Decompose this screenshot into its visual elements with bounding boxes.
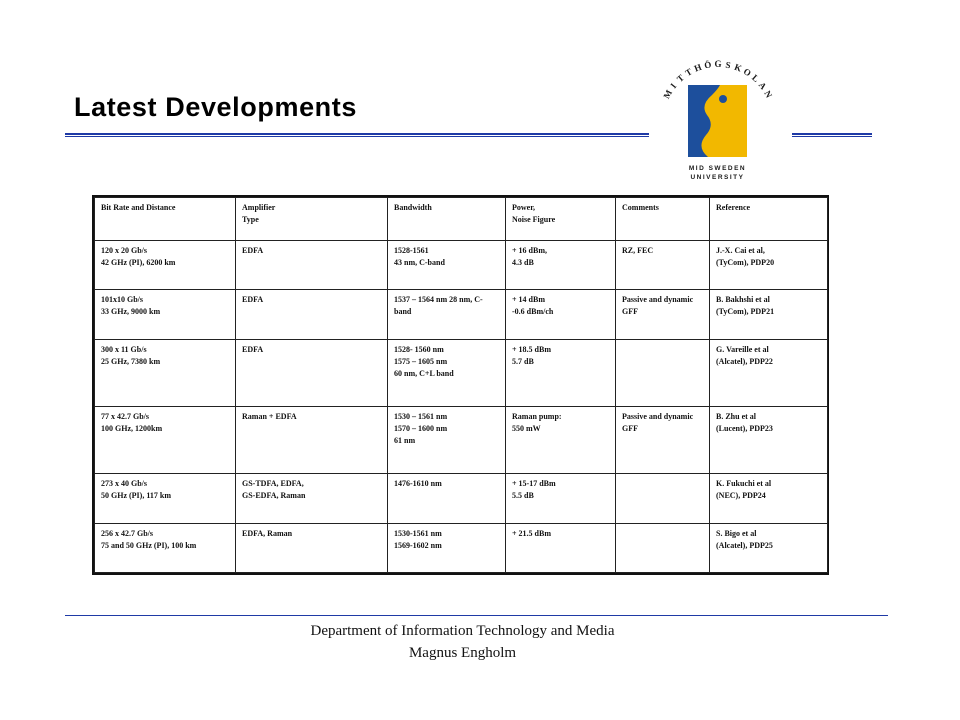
- table-cell: EDFA, Raman: [236, 523, 388, 572]
- header-comments: Comments: [616, 198, 710, 241]
- table-row: [95, 339, 828, 406]
- header-bit-rate: Bit Rate and Distance: [95, 198, 236, 241]
- logo-arc-letter: G: [714, 59, 722, 70]
- table-cell: K. Fukuchi et al (NEC), PDP24: [710, 474, 828, 523]
- footer-author: Magnus Engholm: [408, 645, 517, 661]
- table-cell: + 16 dBm, 4.3 dB: [506, 241, 616, 290]
- mid-sweden-university-logo: [652, 55, 792, 190]
- logo-arc-letter: O: [741, 66, 753, 79]
- table-cell: 1528- 1560 nm 1575 – 1605 nm 60 nm, C+L band: [388, 339, 506, 406]
- logo-dot-bottom: [706, 143, 714, 151]
- table-cell: Passive and dynamic GFF: [616, 290, 710, 339]
- table-cell: B. Zhu et al (Lucent), PDP23: [710, 406, 828, 473]
- logo-arc-letter: M: [661, 88, 675, 101]
- table-header-row: [95, 198, 828, 241]
- logo-arc-letter: A: [756, 80, 769, 92]
- footer: [0, 620, 925, 664]
- title-rule-right: [792, 133, 872, 137]
- table-cell: RZ, FEC: [616, 241, 710, 290]
- slide-title: Latest Developments: [74, 92, 357, 122]
- table-cell: 273 x 40 Gb/s 50 GHz (PI), 117 km: [95, 474, 236, 523]
- table-row: [95, 241, 828, 290]
- table-cell: + 18.5 dBm 5.7 dB: [506, 339, 616, 406]
- table-row: [95, 523, 828, 572]
- logo-arc-letter: L: [750, 72, 762, 85]
- table-row: [95, 474, 828, 523]
- table-cell: 1530 – 1561 nm 1570 – 1600 nm 61 nm: [388, 406, 506, 473]
- logo-arc-letter: T: [674, 72, 686, 85]
- table-cell: 77 x 42.7 Gb/s 100 GHz, 1200km: [95, 406, 236, 473]
- table-cell: EDFA: [236, 339, 388, 406]
- table-cell: EDFA: [236, 241, 388, 290]
- table-cell: 256 x 42.7 Gb/s 75 and 50 GHz (PI), 100 km: [95, 523, 236, 572]
- footer-department: Department of Information Technology and Media: [310, 623, 615, 639]
- table-cell: + 14 dBm -0.6 dBm/ch: [506, 290, 616, 339]
- table-cell: 1476-1610 nm: [388, 474, 506, 523]
- table-cell: G. Vareille et al (Alcatel), PDP22: [710, 339, 828, 406]
- table-cell: Raman + EDFA: [236, 406, 388, 473]
- table-cell: J.-X. Cai et al, (TyCom), PDP20: [710, 241, 828, 290]
- table-cell: [616, 339, 710, 406]
- table-cell: + 21.5 dBm: [506, 523, 616, 572]
- logo-arc-letter: Ö: [703, 59, 713, 71]
- logo-line1: MID SWEDEN: [688, 165, 747, 172]
- logo-arc-letter: H: [692, 61, 703, 74]
- table-cell: 1528-1561 43 nm, C-band: [388, 241, 506, 290]
- logo-arc-letter: N: [762, 89, 775, 100]
- table-row: [95, 290, 828, 339]
- logo-arc-letter: I: [668, 81, 679, 91]
- table-cell: 1537 – 1564 nm 28 nm, C- band: [388, 290, 506, 339]
- logo-dot-top: [719, 95, 727, 103]
- table-cell: B. Bakhshi et al (TyCom), PDP21: [710, 290, 828, 339]
- table-cell: 120 x 20 Gb/s 42 GHz (PI), 6200 km: [95, 241, 236, 290]
- header-power: Power, Noise Figure: [506, 198, 616, 241]
- table-cell: [616, 474, 710, 523]
- table-cell: Raman pump: 550 mW: [506, 406, 616, 473]
- header-reference: Reference: [710, 198, 828, 241]
- table-cell: EDFA: [236, 290, 388, 339]
- title-rule-left: [65, 133, 649, 137]
- developments-table-frame: [92, 195, 829, 575]
- logo-arc-letter: T: [683, 66, 694, 79]
- footer-rule: [65, 615, 888, 616]
- table-cell: 101x10 Gb/s 33 GHz, 9000 km: [95, 290, 236, 339]
- table-row: [95, 406, 828, 473]
- developments-table: [94, 197, 828, 573]
- table-cell: + 15-17 dBm 5.5 dB: [506, 474, 616, 523]
- table-cell: S. Bigo et al (Alcatel), PDP25: [710, 523, 828, 572]
- logo-arc-letter: K: [733, 61, 744, 74]
- table-cell: GS-TDFA, EDFA, GS-EDFA, Raman: [236, 474, 388, 523]
- logo-arc-letter: S: [724, 59, 732, 71]
- header-amplifier: Amplifier Type: [236, 198, 388, 241]
- logo-line2: UNIVERSITY: [690, 174, 745, 181]
- header-bandwidth: Bandwidth: [388, 198, 506, 241]
- table-cell: 1530-1561 nm 1569-1602 nm: [388, 523, 506, 572]
- table-cell: Passive and dynamic GFF: [616, 406, 710, 473]
- table-cell: [616, 523, 710, 572]
- table-cell: 300 x 11 Gb/s 25 GHz, 7380 km: [95, 339, 236, 406]
